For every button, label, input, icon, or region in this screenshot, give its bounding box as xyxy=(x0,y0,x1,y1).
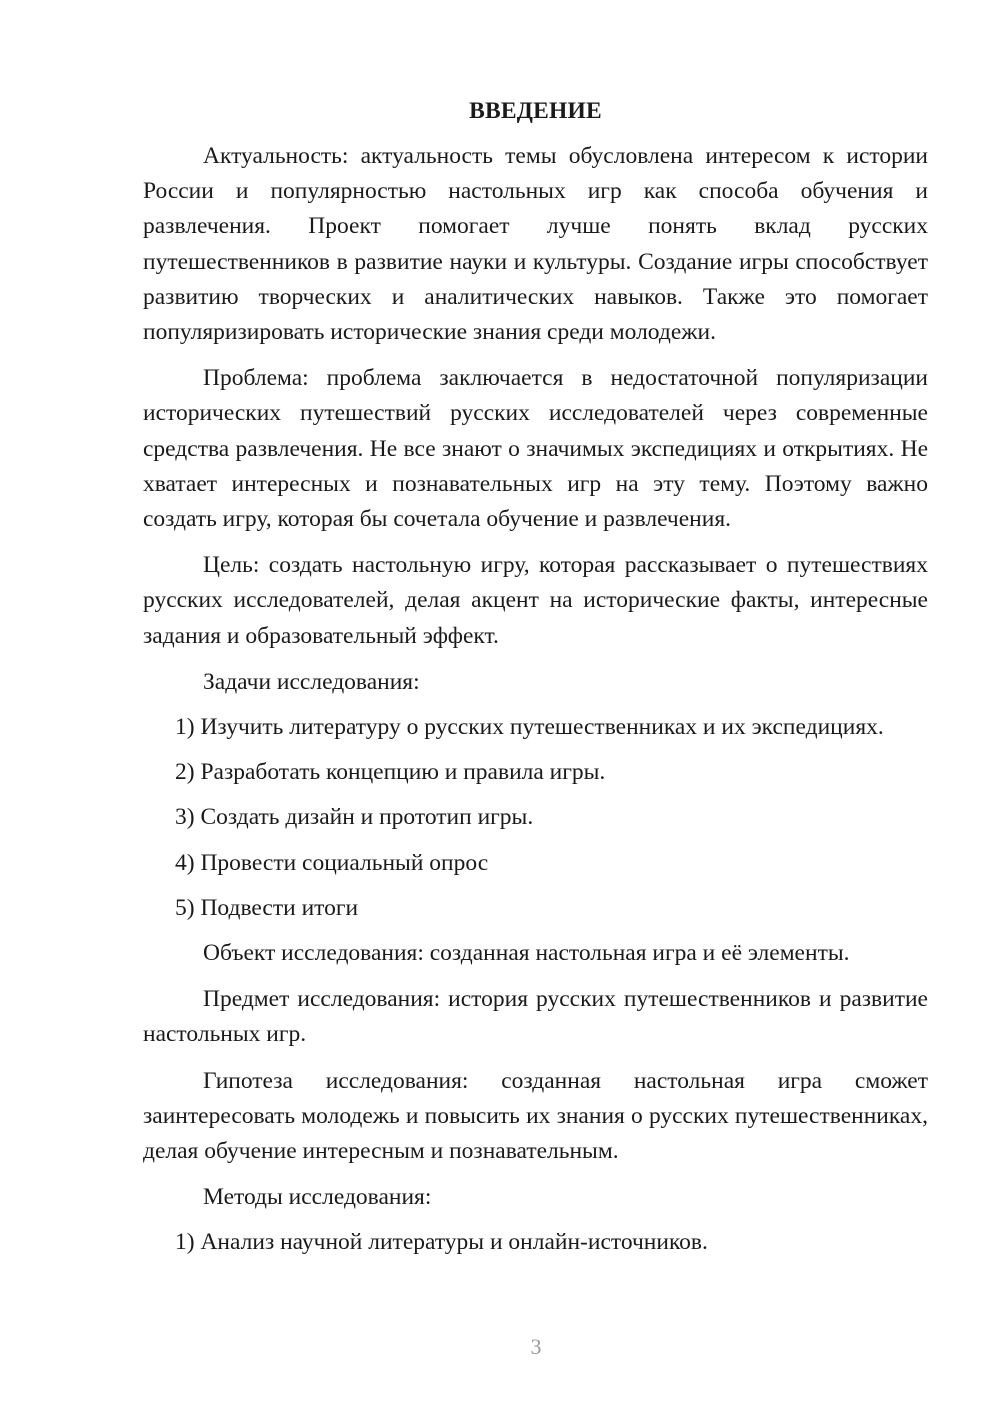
relevance-paragraph: Актуальность: актуальность темы обусловлена интересом к истории России и популярностью настольных игр как способа обучения и развлечения. Проект помогает лучше понять вклад русских путешественников в развитие науки и культуры. Создание игры способствует развитию творческих и аналитических навыков. Также это помогает популяризировать исторические знания среди молодежи. xyxy=(143,143,928,346)
tasks-heading: Задачи исследования: xyxy=(203,668,420,695)
task-item: 3) Создать дизайн и прототип игры. xyxy=(175,804,534,831)
task-item: 1) Изучить литературу о русских путешественниках и их экспедициях. xyxy=(175,714,884,741)
methods-list xyxy=(143,1225,928,1260)
methods-heading: Методы исследования: xyxy=(203,1184,432,1211)
problem-paragraph: Проблема: проблема заключается в недостаточной популяризации исторических путешествий русских исследователей через современные средства развлечения. Не все знают о значимых экспедициях и открытиях. Не хватает интересных и познавательных игр на эту тему. Поэтому важно создать игру, которая бы сочетала обучение и развлечения. xyxy=(143,365,928,533)
task-item: 5) Подвести итоги xyxy=(175,894,359,921)
object-paragraph: Объект исследования: созданная настольная игра и её элементы. xyxy=(203,940,850,967)
task-item: 2) Разработать концепцию и правила игры. xyxy=(175,759,606,786)
goal-paragraph: Цель: создать настольную игру, которая рассказывает о путешествиях русских исследователей, делая акцент на исторические факты, интересные задания и образовательный эффект. xyxy=(143,552,928,649)
page-title: ВВЕДЕНИЕ xyxy=(469,98,602,124)
task-item: 4) Провести социальный опрос xyxy=(175,849,489,876)
tasks-list xyxy=(143,710,928,926)
hypothesis-paragraph: Гипотеза исследования: созданная настольная игра сможет заинтересовать молодежь и повысить их знания о русских путешественниках, делая обучение интересным и познавательным. xyxy=(143,1067,928,1165)
method-item: 1) Анализ научной литературы и онлайн-источников. xyxy=(175,1229,708,1256)
page-number: 3 xyxy=(530,1334,542,1359)
subject-paragraph: Предмет исследования: история русских путешественников и развитие настольных игр. xyxy=(143,986,928,1048)
page-content xyxy=(143,94,928,1271)
